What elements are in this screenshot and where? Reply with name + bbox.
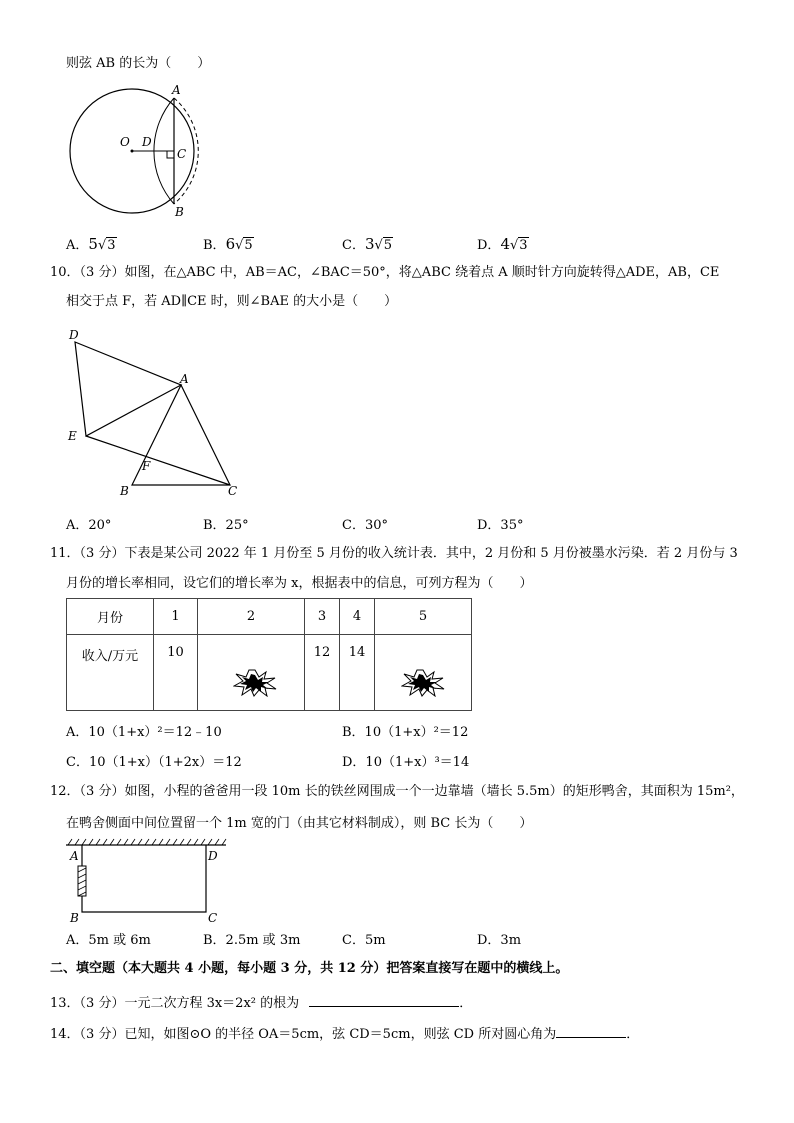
q10-label-e: E	[68, 429, 77, 443]
income-table	[66, 598, 472, 711]
q11-option-a: A．10（1+x）²＝12﹣10	[66, 725, 222, 740]
q9-option-b: B．6√5	[203, 235, 253, 253]
q12-option-b: B．2.5m 或 3m	[203, 933, 301, 948]
q11-option-c: C．10（1+x）（1+2x）＝12	[66, 755, 242, 770]
q10-option-c: C．30°	[342, 518, 388, 533]
q10-label-d: D	[69, 328, 79, 342]
q10-label-b: B	[120, 484, 129, 498]
q13-answer-blank[interactable]	[309, 992, 459, 1007]
income-table-cell: 12	[305, 635, 340, 711]
q9-label-c: C	[177, 147, 187, 161]
q9-option-a: A．5√3	[66, 235, 116, 253]
income-table-header-cell: 4	[340, 599, 375, 635]
q9-label-a: A	[172, 83, 181, 97]
income-table-header-cell: 2	[198, 599, 305, 635]
income-table-row	[67, 635, 472, 711]
q12-label-c: C	[208, 911, 218, 925]
q9-label-o: O	[120, 135, 130, 149]
q14-answer-blank[interactable]	[556, 1023, 626, 1038]
q10-option-a: A．20°	[66, 518, 112, 533]
q13	[50, 992, 472, 1013]
income-table-cell: 14	[340, 635, 375, 711]
q12-line-2: 在鸭舍侧面中间位置留一个 1m 宽的门（由其它材料制成），则 BC 长为（ ）	[66, 816, 533, 831]
q14	[50, 1023, 639, 1044]
q11-option-d: D．10（1+x）³＝14	[342, 755, 470, 770]
income-table-cell-stained	[198, 635, 305, 711]
ink-stain-icon	[233, 669, 277, 697]
q11-option-b: B．10（1+x）²＝12	[342, 725, 469, 740]
q13-text: 13．（3 分）一元二次方程 3x＝2x² 的根为	[50, 996, 300, 1011]
q12-option-d: D．3m	[477, 933, 522, 948]
income-table-cell: 10	[154, 635, 198, 711]
income-table-cell-stained	[375, 635, 472, 711]
q12-label-b: B	[70, 911, 79, 925]
q10-label-c: C	[228, 484, 238, 498]
q11-line-2: 月份的增长率相同，设它们的增长率为 x，根据表中的信息，可列方程为（ ）	[66, 576, 533, 591]
q12-label-d: D	[208, 849, 218, 863]
section-2-heading: 二、填空题（本大题共 4 小题，每小题 3 分，共 12 分）把答案直接写在题中的横线上。	[50, 961, 569, 976]
q10-option-d: D．35°	[477, 518, 524, 533]
q12-option-c: C．5m	[342, 933, 386, 948]
q13-end: ．	[459, 996, 473, 1011]
income-table-header-cell: 月份	[67, 599, 154, 635]
q10-figure	[60, 325, 250, 500]
q10-label-f: F	[142, 459, 151, 473]
q9-figure	[64, 78, 214, 223]
q9-label-b: B	[175, 205, 184, 219]
income-table-header-row	[67, 599, 472, 635]
q9-option-d: D．4√3	[477, 235, 528, 253]
income-table-header-cell: 1	[154, 599, 198, 635]
ink-stain-icon	[401, 669, 445, 697]
q10-label-a: A	[180, 372, 189, 386]
q12-line-1: 12．（3 分）如图，小程的爸爸用一段 10m 长的铁丝网围成一个一边靠墙（墙长 5.5m）的矩形鸭舍，其面积为 15m²，	[50, 784, 744, 799]
q12-option-a: A．5m 或 6m	[66, 933, 151, 948]
q10-option-b: B．25°	[203, 518, 249, 533]
q12-label-a: A	[70, 849, 79, 863]
door-icon	[78, 866, 86, 896]
income-table-header-cell: 5	[375, 599, 472, 635]
q9-label-d: D	[142, 135, 152, 149]
income-table-header-cell: 3	[305, 599, 340, 635]
q12-figure	[62, 838, 232, 926]
q14-text: 14．（3 分）已知，如图⊙O 的半径 OA＝5cm，弦 CD＝5cm，则弦 CD 所对圆心角为	[50, 1027, 557, 1042]
q11-line-1: 11．（3 分）下表是某公司 2022 年 1 月份至 5 月份的收入统计表．其中，2 月份和 5 月份被墨水污染．若 2 月份与 3	[50, 546, 738, 561]
q10-line-2: 相交于点 F，若 AD∥CE 时，则∠BAE 的大小是（ ）	[66, 294, 398, 309]
wall-hatching	[68, 839, 226, 845]
q9-stem: 则弦 AB 的长为（ ）	[66, 56, 211, 71]
q9-option-c: C．3√5	[342, 235, 393, 253]
q14-end: ．	[626, 1027, 640, 1042]
q10-line-1: 10．（3 分）如图，在△ABC 中，AB＝AC，∠BAC＝50°，将△ABC 绕着点 A 顺时针方向旋转得△ADE，AB，CE	[50, 265, 720, 280]
income-table-cell: 收入/万元	[67, 635, 154, 711]
